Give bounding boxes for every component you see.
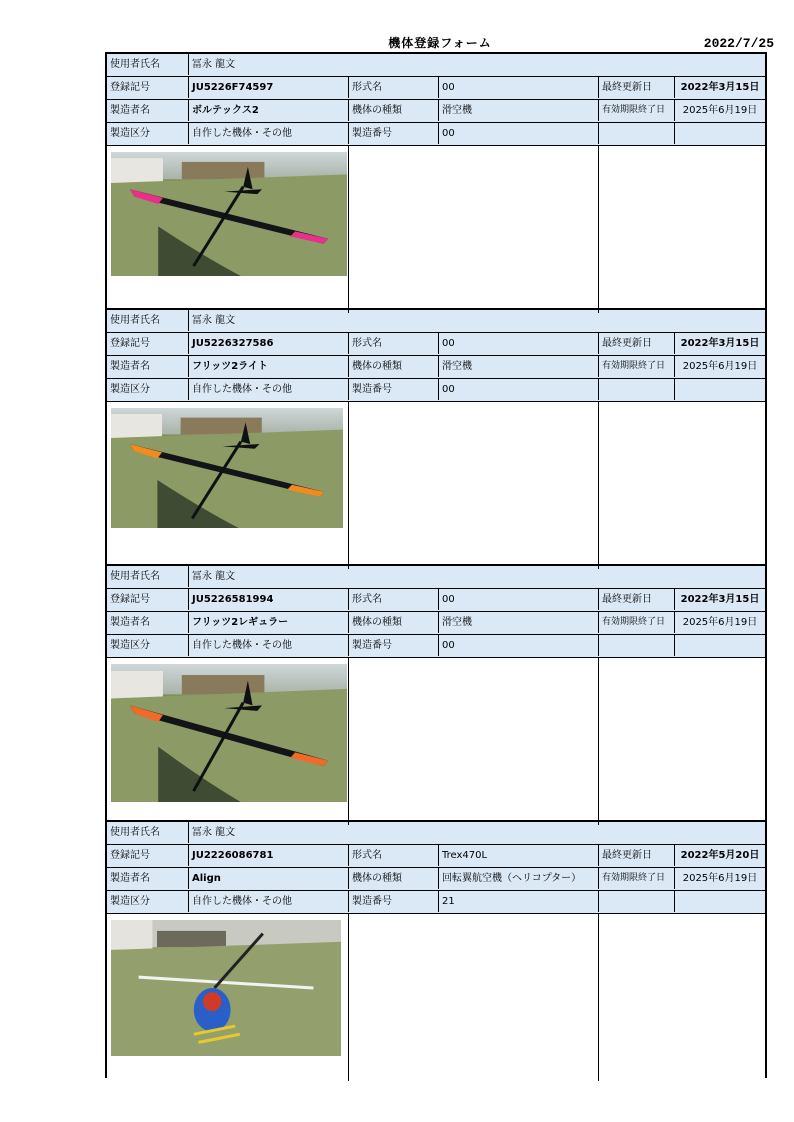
model-name-value: 00 [439,589,599,610]
maker-row [107,868,765,891]
user-name-value: 冨永 龍文 [192,827,236,838]
maker-label: 製造者名 [107,868,189,889]
serial-label: 製造番号 [349,635,439,656]
aircraft-type-label: 機体の種類 [349,612,439,633]
expiry-label: 有効期限終了日 [599,612,675,633]
model-name-value: 00 [439,77,599,98]
maker-value: Align [189,868,349,889]
reg-no-label: 登録記号 [107,333,189,354]
registration-row [107,333,765,356]
user-row [107,54,765,77]
registration-row [107,589,765,612]
photo-row [107,658,765,825]
user-name-value: 冨永 龍文 [192,59,236,70]
form-date: 2022/7/25 [703,36,774,51]
photo-row [107,914,765,1081]
serial-value: 00 [439,379,599,400]
reg-no-value: JU5226327586 [189,333,349,354]
blank-cell [349,402,599,569]
expiry-value: 2025年6月19日 [682,105,758,116]
form-title: 機体登録フォーム [388,36,492,50]
user-name-label: 使用者氏名 [107,310,189,331]
aircraft-type-label: 機体の種類 [349,100,439,121]
user-name-label: 使用者氏名 [107,566,189,587]
empty-cell [675,635,765,656]
category-value: 自作した機体・その他 [189,379,349,400]
expiry-label: 有効期限終了日 [599,868,675,889]
model-name-label: 形式名 [349,333,439,354]
blank-cell [599,402,765,569]
photo-row [107,402,765,569]
maker-row [107,612,765,635]
last-update-value: 2022年3月15日 [680,82,760,93]
expiry-label: 有効期限終了日 [599,100,675,121]
category-value: 自作した機体・その他 [189,891,349,912]
blank-cell [599,146,765,313]
empty-cell [599,891,675,912]
serial-label: 製造番号 [349,123,439,144]
serial-label: 製造番号 [349,379,439,400]
reg-no-label: 登録記号 [107,77,189,98]
last-update-value: 2022年3月15日 [680,594,760,605]
maker-label: 製造者名 [107,100,189,121]
maker-label: 製造者名 [107,612,189,633]
aircraft-type-value: 滑空機 [439,356,599,377]
reg-no-label: 登録記号 [107,845,189,866]
model-name-value: 00 [439,333,599,354]
reg-no-value: JU2226086781 [189,845,349,866]
empty-cell [675,379,765,400]
reg-no-value: JU5226581994 [189,589,349,610]
category-row [107,635,765,658]
model-name-label: 形式名 [349,589,439,610]
category-label: 製造区分 [107,635,189,656]
aircraft-record [105,564,767,820]
category-row [107,123,765,146]
category-label: 製造区分 [107,123,189,144]
user-name-value: 冨永 龍文 [192,315,236,326]
user-name-value: 冨永 龍文 [192,571,236,582]
category-value: 自作した機体・その他 [189,123,349,144]
user-row [107,310,765,333]
maker-value: フリッツ2ライト [189,356,349,377]
reg-no-value: JU5226F74597 [189,77,349,98]
user-row [107,566,765,589]
maker-label: 製造者名 [107,356,189,377]
expiry-value: 2025年6月19日 [682,617,758,628]
photo-cell [107,914,349,1081]
serial-value: 00 [439,123,599,144]
expiry-label: 有効期限終了日 [599,356,675,377]
model-name-label: 形式名 [349,845,439,866]
maker-value: フリッツ2レギュラー [189,612,349,633]
photo-cell [107,146,349,313]
empty-cell [599,123,675,144]
last-update-label: 最終更新日 [599,77,675,98]
registration-row [107,77,765,100]
user-name-label: 使用者氏名 [107,822,189,843]
aircraft-type-value: 滑空機 [439,100,599,121]
last-update-label: 最終更新日 [599,589,675,610]
expiry-value: 2025年6月19日 [682,361,758,372]
empty-cell [675,123,765,144]
user-name-label: 使用者氏名 [107,54,189,75]
reg-no-label: 登録記号 [107,589,189,610]
aircraft-type-label: 機体の種類 [349,356,439,377]
last-update-value: 2022年3月15日 [680,338,760,349]
maker-value: ボルテックス2 [189,100,349,121]
aircraft-photo [111,152,347,276]
empty-cell [675,891,765,912]
aircraft-type-value: 滑空機 [439,612,599,633]
blank-cell [599,658,765,825]
photo-cell [107,402,349,569]
aircraft-record [105,308,767,564]
aircraft-type-label: 機体の種類 [349,868,439,889]
aircraft-record [105,52,767,308]
model-name-label: 形式名 [349,77,439,98]
blank-cell [599,914,765,1081]
aircraft-photo [111,408,343,528]
aircraft-type-value: 回転翼航空機（ヘリコプター） [439,868,599,889]
empty-cell [599,379,675,400]
maker-row [107,100,765,123]
aircraft-photo [111,920,341,1056]
photo-cell [107,658,349,825]
category-label: 製造区分 [107,891,189,912]
expiry-value: 2025年6月19日 [682,873,758,884]
category-row [107,379,765,402]
last-update-label: 最終更新日 [599,333,675,354]
maker-row [107,356,765,379]
aircraft-photo [111,664,347,802]
registration-row [107,845,765,868]
last-update-value: 2022年5月20日 [680,850,760,861]
category-row [107,891,765,914]
blank-cell [349,146,599,313]
records-table [105,52,767,1078]
serial-value: 21 [439,891,599,912]
serial-value: 00 [439,635,599,656]
empty-cell [599,635,675,656]
blank-cell [349,658,599,825]
last-update-label: 最終更新日 [599,845,675,866]
category-value: 自作した機体・その他 [189,635,349,656]
photo-row [107,146,765,313]
model-name-value: Trex470L [439,845,599,866]
serial-label: 製造番号 [349,891,439,912]
user-row [107,822,765,845]
aircraft-record [105,820,767,1078]
blank-cell [349,914,599,1081]
category-label: 製造区分 [107,379,189,400]
